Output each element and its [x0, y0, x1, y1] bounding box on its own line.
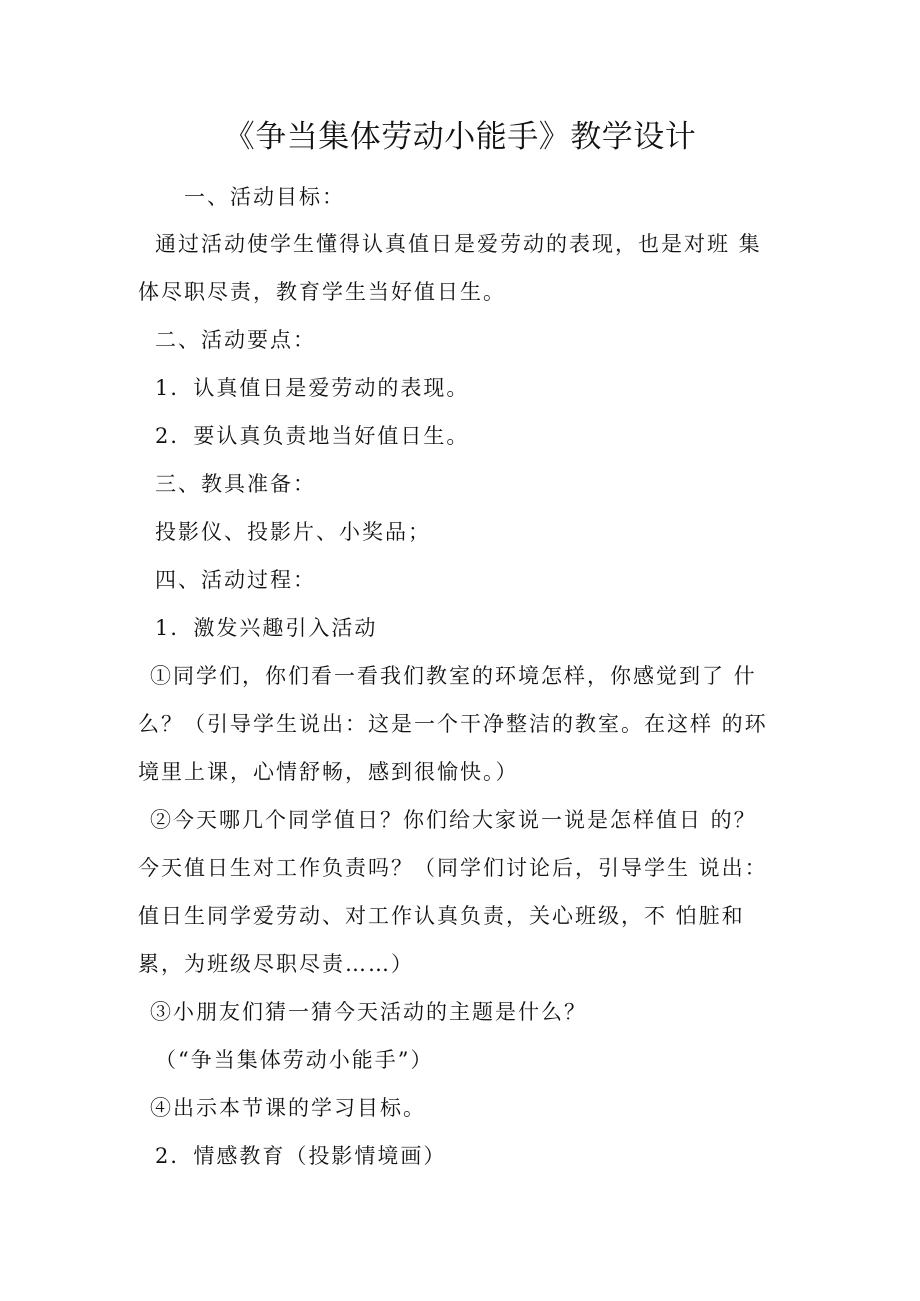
- paragraph-line: 投影仪、投影片、小奖品；: [155, 520, 431, 544]
- paragraph-line: 么？（引导学生说出：这是一个干净整洁的教室。在这样 的环: [138, 712, 768, 736]
- paragraph-line: ②今天哪几个同学值日？你们给大家说一说是怎样值日 的？: [150, 808, 757, 832]
- section-heading-materials: 三、教具准备：: [155, 472, 316, 496]
- document-title: 《争当集体劳动小能手》教学设计: [223, 119, 697, 155]
- paragraph-line: 体尽职尽责，教育学生当好值日生。: [138, 280, 506, 304]
- paragraph-line: ③小朋友们猜一猜今天活动的主题是什么？: [150, 1000, 587, 1024]
- list-item: 1．认真值日是爱劳动的表现。: [155, 376, 470, 400]
- paragraph-line: 通过活动使学生懂得认真值日是爱劳动的表现，也是对班 集: [155, 232, 762, 256]
- paragraph-line: （“争当集体劳动小能手”）: [155, 1048, 434, 1072]
- section-heading-goals: 一、活动目标：: [184, 185, 345, 209]
- section-heading-key-points: 二、活动要点：: [155, 328, 316, 352]
- paragraph-line: ①同学们，你们看一看我们教室的环境怎样，你感觉到了 什: [150, 664, 757, 688]
- section-heading-process: 四、活动过程：: [155, 568, 316, 592]
- paragraph-line: 今天值日生对工作负责吗？（同学们讨论后，引导学生 说出：: [138, 856, 768, 880]
- list-item: 1．激发兴趣引入活动: [155, 616, 378, 640]
- list-item: 2．情感教育（投影情境画）: [155, 1144, 447, 1168]
- list-item: 2．要认真负责地当好值日生。: [155, 424, 470, 448]
- paragraph-line: 境里上课，心情舒畅，感到很愉快。）: [138, 760, 519, 784]
- paragraph-line: ④出示本节课的学习目标。: [150, 1096, 426, 1120]
- paragraph-line: 值日生同学爱劳动、对工作认真负责，关心班级，不 怕脏和: [138, 904, 745, 928]
- paragraph-line: 累，为班级尽职尽责……）: [138, 952, 414, 976]
